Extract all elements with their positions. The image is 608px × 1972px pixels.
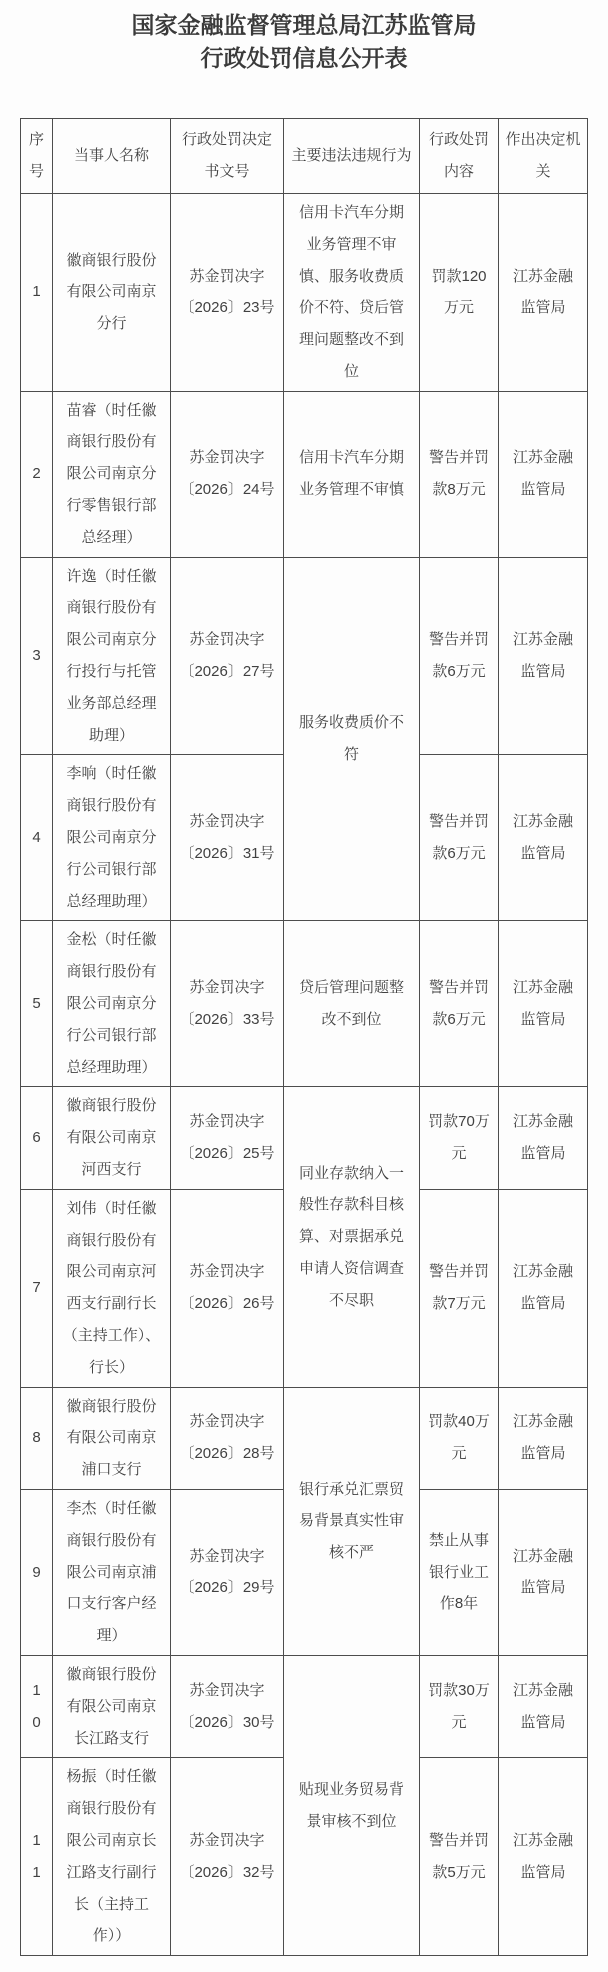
- penalty-table: [20, 118, 588, 1956]
- cell-party: 金松（时任徽商银行股份有限公司南京分行公司银行部总经理助理）: [53, 921, 171, 1087]
- table-row: [21, 1087, 588, 1189]
- cell-violation-merged: 同业存款纳入一般性存款科目核算、对票据承兑申请人资信调查不尽职: [284, 1087, 420, 1387]
- cell-party: 徽商银行股份有限公司南京分行: [53, 193, 171, 391]
- cell-authority: 江苏金融监管局: [499, 1387, 588, 1489]
- page-title-line2: 行政处罚信息公开表: [200, 44, 408, 71]
- cell-index: 6: [21, 1087, 53, 1189]
- cell-doc-no: 苏金罚决字〔2026〕27号: [171, 557, 284, 755]
- cell-party: 苗睿（时任徽商银行股份有限公司南京分行零售银行部总经理）: [53, 391, 171, 557]
- header-violation: 主要违法违规行为: [284, 119, 420, 194]
- cell-index: 8: [21, 1387, 53, 1489]
- cell-index: 2: [21, 391, 53, 557]
- cell-authority: 江苏金融监管局: [499, 1189, 588, 1387]
- page-title: [0, 0, 608, 74]
- cell-penalty: 罚款30万元: [420, 1655, 499, 1757]
- page-title-line1: 国家金融监督管理总局江苏监管局: [131, 12, 477, 38]
- cell-penalty: 警告并罚款7万元: [420, 1189, 499, 1387]
- cell-penalty: 警告并罚款8万元: [420, 391, 499, 557]
- table-header-row: [21, 119, 588, 194]
- table-row: [21, 921, 588, 1087]
- cell-authority: 江苏金融监管局: [499, 755, 588, 921]
- table-row: [21, 193, 588, 391]
- header-party: 当事人名称: [53, 119, 171, 194]
- cell-index: 9: [21, 1489, 53, 1655]
- cell-violation-merged: 银行承兑汇票贸易背景真实性审核不严: [284, 1387, 420, 1655]
- cell-penalty: 禁止从事银行业工作8年: [420, 1489, 499, 1655]
- cell-doc-no: 苏金罚决字〔2026〕32号: [171, 1758, 284, 1956]
- header-doc-no: 行政处罚决定书文号: [171, 119, 284, 194]
- cell-penalty: 罚款70万元: [420, 1087, 499, 1189]
- cell-penalty: 罚款40万元: [420, 1387, 499, 1489]
- cell-doc-no: 苏金罚决字〔2026〕29号: [171, 1489, 284, 1655]
- cell-doc-no: 苏金罚决字〔2026〕26号: [171, 1189, 284, 1387]
- cell-violation: 信用卡汽车分期业务管理不审慎: [284, 391, 420, 557]
- cell-index: 10: [21, 1655, 53, 1757]
- cell-authority: 江苏金融监管局: [499, 1087, 588, 1189]
- cell-party: 杨振（时任徽商银行股份有限公司南京长江路支行副行长（主持工作））: [53, 1758, 171, 1956]
- cell-violation-merged: 贴现业务贸易背景审核不到位: [284, 1655, 420, 1955]
- cell-authority: 江苏金融监管局: [499, 921, 588, 1087]
- cell-authority: 江苏金融监管局: [499, 1655, 588, 1757]
- cell-authority: 江苏金融监管局: [499, 1758, 588, 1956]
- header-index: 序号: [21, 119, 53, 194]
- cell-authority: 江苏金融监管局: [499, 557, 588, 755]
- cell-index: 1: [21, 193, 53, 391]
- cell-violation-merged: 服务收费质价不符: [284, 557, 420, 921]
- cell-doc-no: 苏金罚决字〔2026〕30号: [171, 1655, 284, 1757]
- cell-index: 11: [21, 1758, 53, 1956]
- cell-party: 许逸（时任徽商银行股份有限公司南京分行投行与托管业务部总经理助理）: [53, 557, 171, 755]
- cell-violation: 贷后管理问题整改不到位: [284, 921, 420, 1087]
- cell-party: 李响（时任徽商银行股份有限公司南京分行公司银行部总经理助理）: [53, 755, 171, 921]
- cell-index: 3: [21, 557, 53, 755]
- cell-doc-no: 苏金罚决字〔2026〕31号: [171, 755, 284, 921]
- cell-index: 7: [21, 1189, 53, 1387]
- cell-authority: 江苏金融监管局: [499, 193, 588, 391]
- header-penalty: 行政处罚内容: [420, 119, 499, 194]
- cell-penalty: 警告并罚款6万元: [420, 557, 499, 755]
- table-row: [21, 391, 588, 557]
- cell-penalty: 警告并罚款6万元: [420, 755, 499, 921]
- cell-party: 李杰（时任徽商银行股份有限公司南京浦口支行客户经理）: [53, 1489, 171, 1655]
- cell-party: 徽商银行股份有限公司南京长江路支行: [53, 1655, 171, 1757]
- cell-doc-no: 苏金罚决字〔2026〕28号: [171, 1387, 284, 1489]
- cell-party: 徽商银行股份有限公司南京河西支行: [53, 1087, 171, 1189]
- table-row: [21, 1655, 588, 1757]
- cell-authority: 江苏金融监管局: [499, 391, 588, 557]
- table-row: [21, 557, 588, 755]
- table-row: [21, 1387, 588, 1489]
- cell-doc-no: 苏金罚决字〔2026〕33号: [171, 921, 284, 1087]
- cell-index: 5: [21, 921, 53, 1087]
- header-authority: 作出决定机关: [499, 119, 588, 194]
- cell-party: 徽商银行股份有限公司南京浦口支行: [53, 1387, 171, 1489]
- cell-party: 刘伟（时任徽商银行股份有限公司南京河西支行副行长（主持工作）、行长）: [53, 1189, 171, 1387]
- cell-penalty: 罚款120万元: [420, 193, 499, 391]
- cell-index: 4: [21, 755, 53, 921]
- cell-authority: 江苏金融监管局: [499, 1489, 588, 1655]
- cell-doc-no: 苏金罚决字〔2026〕25号: [171, 1087, 284, 1189]
- cell-violation: 信用卡汽车分期业务管理不审慎、服务收费质价不符、贷后管理问题整改不到位: [284, 193, 420, 391]
- cell-penalty: 警告并罚款5万元: [420, 1758, 499, 1956]
- cell-doc-no: 苏金罚决字〔2026〕24号: [171, 391, 284, 557]
- cell-doc-no: 苏金罚决字〔2026〕23号: [171, 193, 284, 391]
- cell-penalty: 警告并罚款6万元: [420, 921, 499, 1087]
